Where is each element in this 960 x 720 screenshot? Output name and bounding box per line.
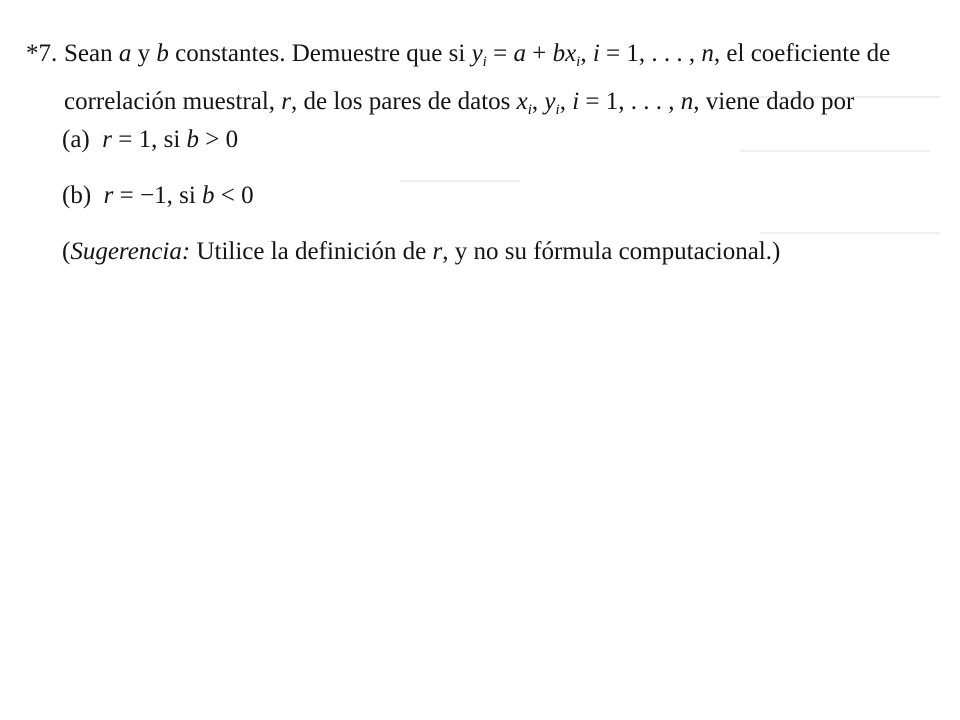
exercise-statement-line-1: [26, 32, 936, 80]
text: < 0: [214, 182, 254, 209]
part-a: [62, 126, 238, 154]
exercise-7: [26, 32, 936, 128]
exercise-number: *7.: [26, 40, 58, 67]
exercise-statement-line-2: [26, 80, 936, 128]
text: , y no su fórmula computacional.): [442, 238, 781, 265]
bleed-through-text: [400, 180, 520, 200]
math-var: y: [471, 40, 483, 67]
text: ,: [559, 88, 573, 115]
math-var: b: [202, 182, 215, 209]
text: +: [525, 40, 553, 67]
text: Utilice la definición de: [190, 238, 433, 265]
part-a-label: (a): [62, 126, 90, 153]
hint-label: Sugerencia:: [70, 238, 191, 265]
math-var: bx: [552, 40, 577, 67]
text: y: [131, 40, 157, 67]
math-var: r: [281, 88, 291, 115]
text: > 0: [199, 126, 239, 153]
bleed-through-text: [760, 232, 940, 252]
math-var: i: [592, 40, 600, 67]
math-var: r: [103, 182, 114, 209]
text: constantes. Demuestre que si: [168, 40, 472, 67]
math-var: n: [680, 88, 694, 115]
bleed-through-text: [740, 150, 930, 170]
text: = 1, . . . ,: [579, 88, 681, 115]
text: =: [486, 40, 514, 67]
text: ,: [531, 88, 545, 115]
math-subscript: i: [576, 54, 581, 70]
math-subscript: i: [555, 102, 560, 118]
math-var: n: [701, 40, 714, 67]
math-var: i: [572, 88, 580, 115]
text: , viene dado por: [693, 88, 855, 115]
text: = 1, . . . ,: [599, 40, 702, 67]
math-var: a: [513, 40, 526, 67]
text: ,: [580, 40, 593, 67]
text: (: [62, 238, 71, 265]
math-subscript: i: [482, 54, 487, 70]
math-var: x: [516, 88, 528, 115]
hint: [62, 238, 780, 266]
part-b: [62, 182, 254, 210]
math-var: b: [156, 40, 169, 67]
math-var: a: [118, 40, 132, 67]
text: Sean: [64, 40, 119, 67]
math-var: r: [432, 238, 443, 265]
math-var: y: [544, 88, 556, 115]
part-b-label: (b): [62, 182, 92, 209]
math-var: r: [102, 126, 112, 153]
text: , el coeficiente de: [713, 40, 891, 67]
text: correlación muestral,: [64, 88, 282, 115]
text: = −1, si: [113, 182, 203, 209]
text: , de los pares de datos: [291, 88, 517, 115]
math-subscript: i: [527, 102, 532, 118]
math-var: b: [186, 126, 200, 153]
text: = 1, si: [111, 126, 187, 153]
